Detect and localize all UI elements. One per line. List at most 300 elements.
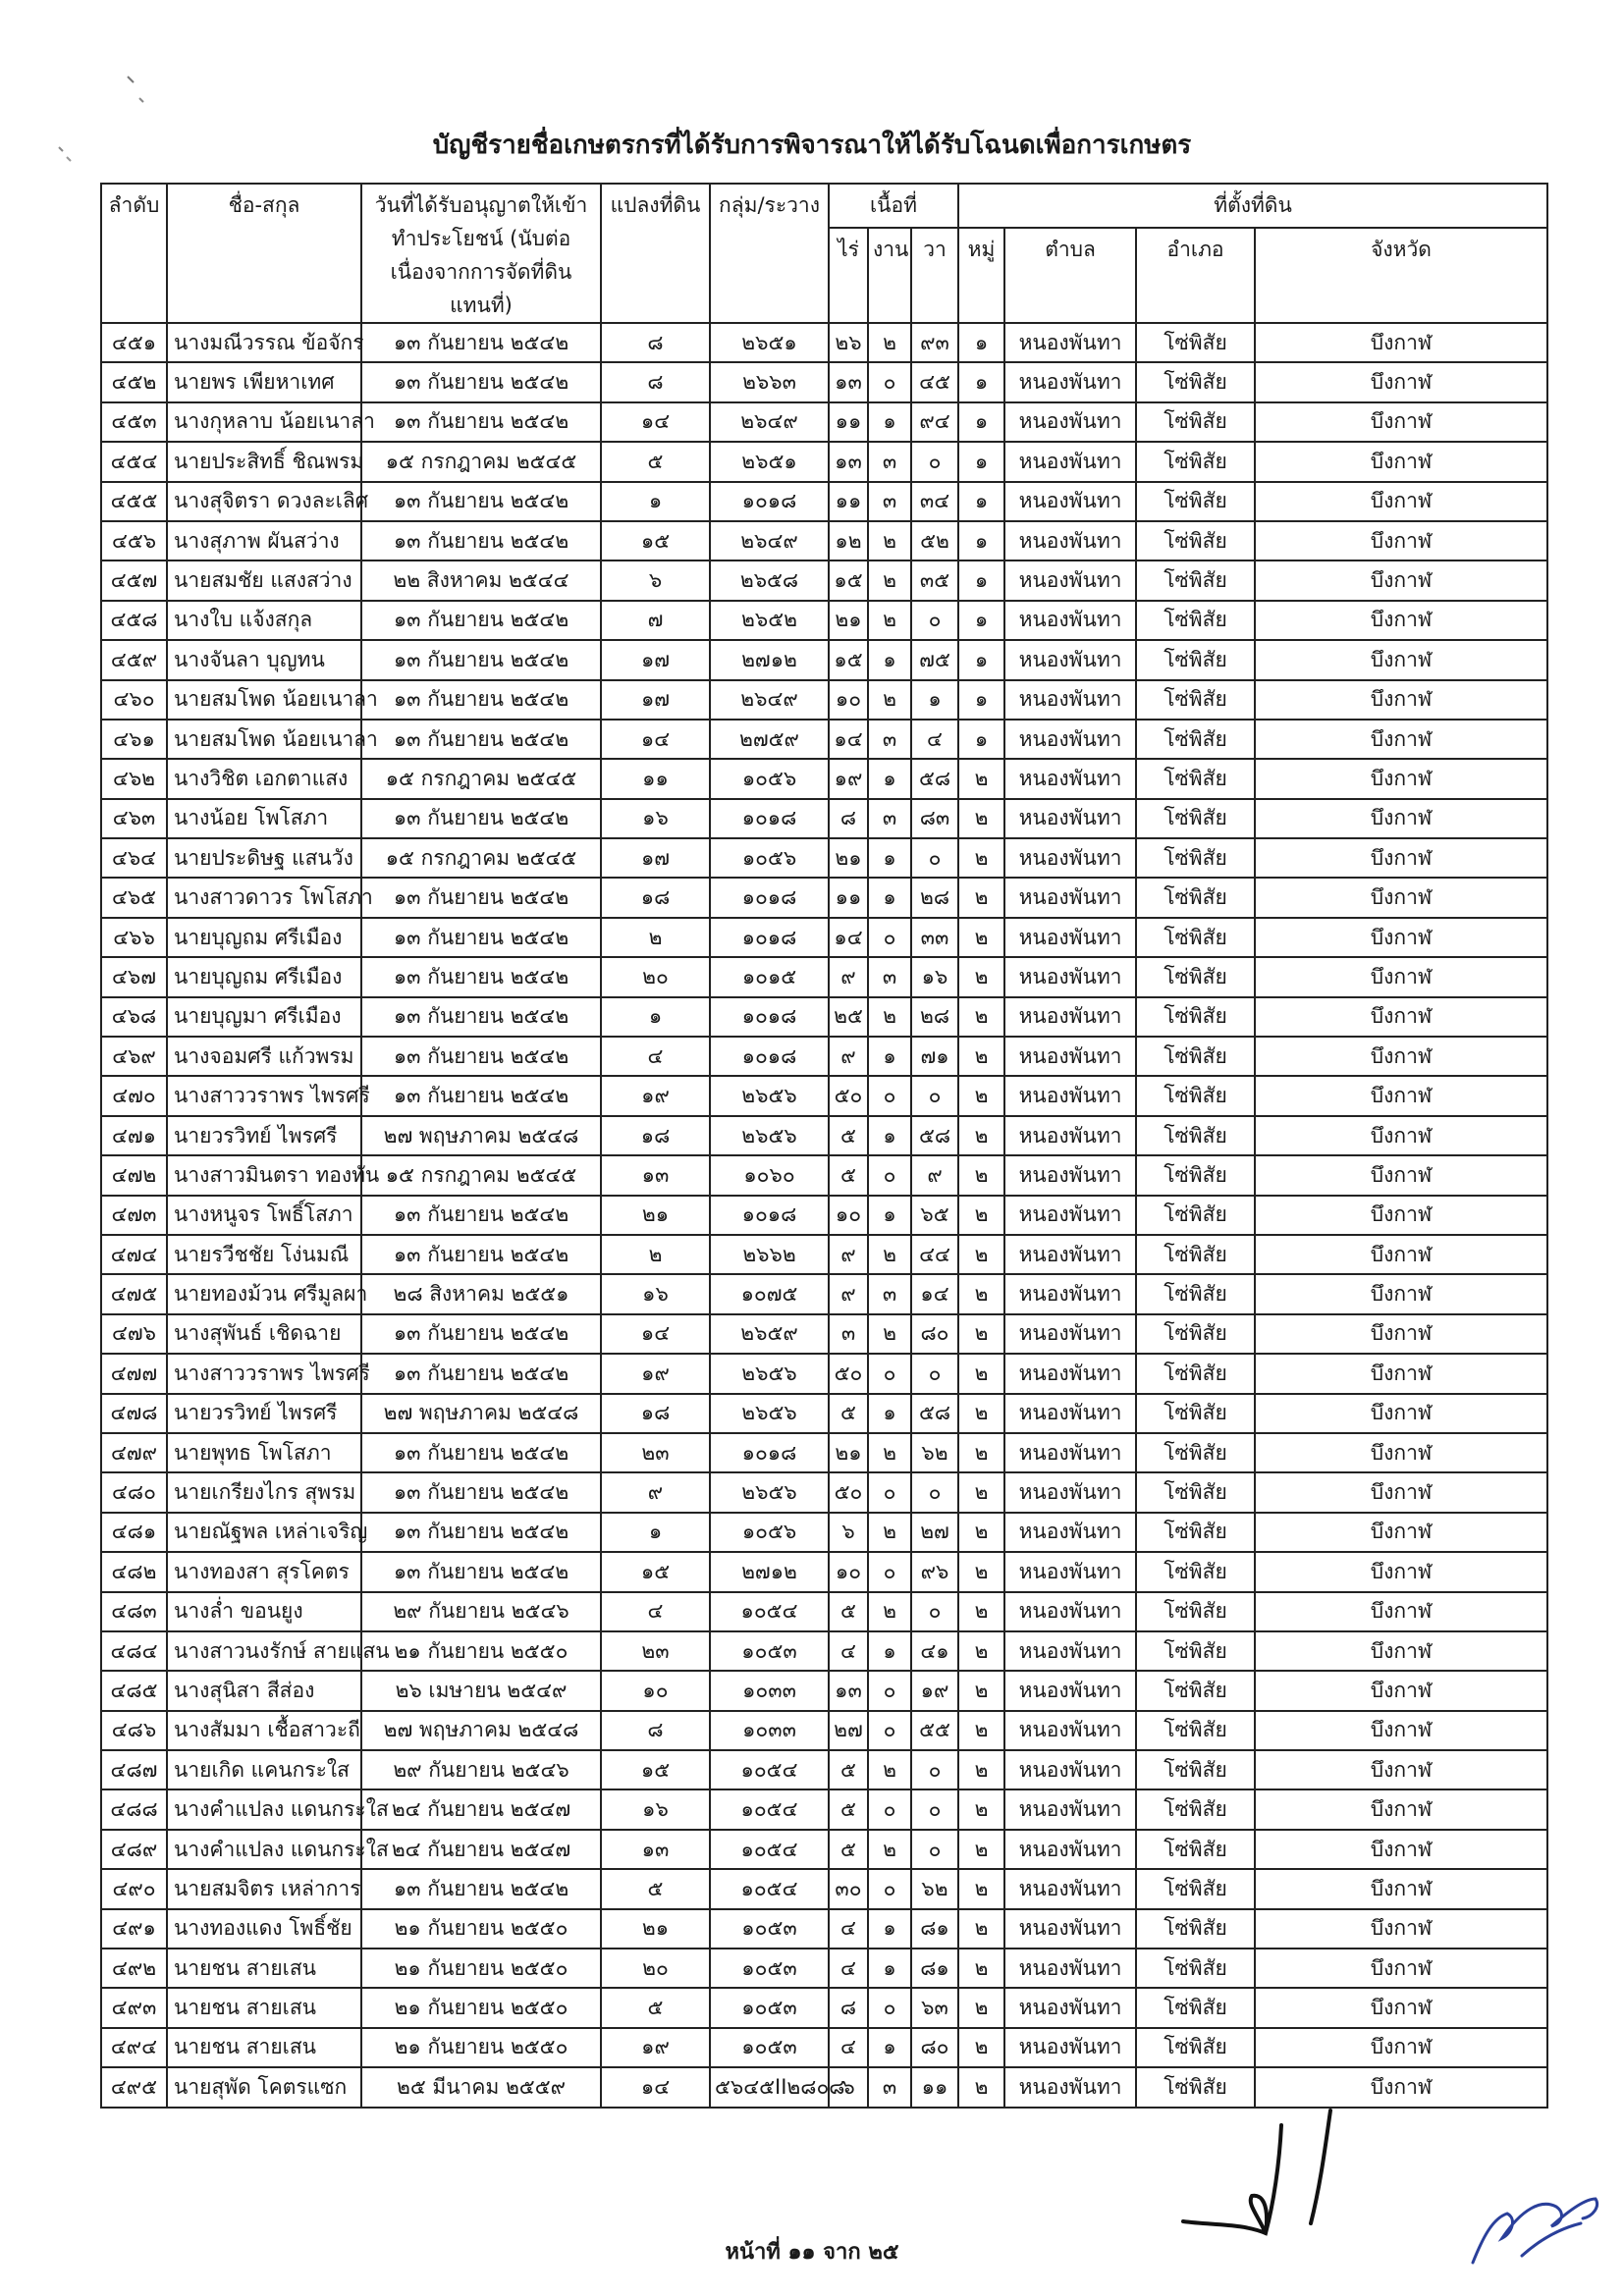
cell-wa: ๐ — [911, 1592, 958, 1631]
header-name: ชื่อ-สกุล — [167, 184, 361, 323]
cell-moo: ๒ — [958, 1037, 1004, 1076]
header-rai: ไร่ — [829, 228, 868, 323]
cell-name: นางจันลา บุญทน — [167, 640, 361, 679]
cell-amphoe: โซ่พิสัย — [1136, 997, 1255, 1037]
cell-province: บึงกาฬ — [1255, 1354, 1547, 1393]
cell-ngan: ๒ — [868, 561, 911, 600]
cell-rai: ๕ — [829, 1789, 868, 1829]
cell-name: นายวรวิทย์ ไพรศรี — [167, 1394, 361, 1433]
cell-amphoe: โซ่พิสัย — [1136, 521, 1255, 561]
cell-moo: ๒ — [958, 1155, 1004, 1195]
cell-name: นางสาววราพร ไพรศรี — [167, 1354, 361, 1393]
cell-plot: ๑๙ — [601, 1354, 710, 1393]
cell-rai: ๙ — [829, 1037, 868, 1076]
header-area: เนื้อที่ — [829, 184, 958, 228]
cell-date: ๑๓ กันยายน ๒๕๔๒ — [361, 1552, 601, 1591]
cell-wa: ๐ — [911, 442, 958, 481]
cell-rai: ๔ — [829, 2028, 868, 2067]
cell-date: ๑๓ กันยายน ๒๕๔๒ — [361, 799, 601, 838]
cell-tambon: หนองพันทา — [1004, 1116, 1136, 1155]
cell-seq: ๔๖๖ — [101, 918, 167, 957]
cell-rai: ๒๖ — [829, 323, 868, 362]
cell-province: บึงกาฬ — [1255, 1394, 1547, 1433]
table-row — [101, 482, 1547, 521]
cell-name: นายบุญมา ศรีเมือง — [167, 997, 361, 1037]
cell-tambon: หนองพันทา — [1004, 1671, 1136, 1710]
table-row — [101, 918, 1547, 957]
cell-ngan: ๓ — [868, 720, 911, 759]
cell-province: บึงกาฬ — [1255, 1671, 1547, 1710]
cell-tambon: หนองพันทา — [1004, 402, 1136, 442]
cell-group: ๑๐๑๘ — [710, 997, 829, 1037]
cell-name: นายสมโพด น้อยเนาลา — [167, 720, 361, 759]
cell-wa: ๗๑ — [911, 1037, 958, 1076]
cell-rai: ๑๔ — [829, 918, 868, 957]
table-row — [101, 1949, 1547, 1988]
cell-name: นายทองม้วน ศรีมูลผา — [167, 1274, 361, 1313]
cell-tambon: หนองพันทา — [1004, 362, 1136, 401]
cell-moo: ๑ — [958, 521, 1004, 561]
cell-plot: ๒ — [601, 1235, 710, 1274]
cell-wa: ๕๘ — [911, 1116, 958, 1155]
cell-amphoe: โซ่พิสัย — [1136, 561, 1255, 600]
cell-name: นายสุพัด โคตรแซก — [167, 2067, 361, 2107]
cell-tambon: หนองพันทา — [1004, 1631, 1136, 1671]
cell-seq: ๔๙๓ — [101, 1988, 167, 2027]
cell-province: บึงกาฬ — [1255, 1949, 1547, 1988]
cell-name: นางสาวดาวร โพโสภา — [167, 878, 361, 917]
cell-plot: ๑๕ — [601, 1552, 710, 1591]
cell-amphoe: โซ่พิสัย — [1136, 1155, 1255, 1195]
cell-ngan: ๒ — [868, 1830, 911, 1869]
cell-name: นายพร เพียหาเทศ — [167, 362, 361, 401]
cell-ngan: ๒ — [868, 1592, 911, 1631]
cell-tambon: หนองพันทา — [1004, 2067, 1136, 2107]
cell-wa: ๔๕ — [911, 362, 958, 401]
cell-name: นางสุนิสา สีส่อง — [167, 1671, 361, 1710]
signature-left — [1164, 2106, 1360, 2257]
cell-plot: ๑๕ — [601, 521, 710, 561]
cell-amphoe: โซ่พิสัย — [1136, 957, 1255, 996]
cell-seq: ๔๖๙ — [101, 1037, 167, 1076]
cell-province: บึงกาฬ — [1255, 521, 1547, 561]
cell-seq: ๔๖๒ — [101, 759, 167, 798]
cell-rai: ๘ — [829, 799, 868, 838]
cell-amphoe: โซ่พิสัย — [1136, 1037, 1255, 1076]
cell-wa: ๑๙ — [911, 1671, 958, 1710]
cell-group: ๑๐๖๐ — [710, 1155, 829, 1195]
cell-wa: ๘๑ — [911, 1909, 958, 1949]
cell-date: ๑๕ กรกฎาคม ๒๕๔๕ — [361, 442, 601, 481]
cell-wa: ๙๖ — [911, 1552, 958, 1591]
cell-group: ๑๐๓๓ — [710, 1671, 829, 1710]
table-row — [101, 1472, 1547, 1512]
cell-wa: ๑ — [911, 680, 958, 720]
cell-ngan: ๑ — [868, 1196, 911, 1235]
cell-plot: ๑๖ — [601, 1274, 710, 1313]
header-location: ที่ตั้งที่ดิน — [958, 184, 1547, 228]
cell-province: บึงกาฬ — [1255, 759, 1547, 798]
cell-province: บึงกาฬ — [1255, 957, 1547, 996]
cell-tambon: หนองพันทา — [1004, 1274, 1136, 1313]
cell-ngan: ๑ — [868, 878, 911, 917]
table-row — [101, 799, 1547, 838]
cell-wa: ๓๕ — [911, 561, 958, 600]
cell-moo: ๑ — [958, 323, 1004, 362]
table-row — [101, 1274, 1547, 1313]
cell-date: ๑๕ กรกฎาคม ๒๕๔๕ — [361, 1155, 601, 1195]
cell-seq: ๔๙๒ — [101, 1949, 167, 1988]
cell-province: บึงกาฬ — [1255, 1235, 1547, 1274]
cell-amphoe: โซ่พิสัย — [1136, 1472, 1255, 1512]
table-row — [101, 720, 1547, 759]
cell-province: บึงกาฬ — [1255, 402, 1547, 442]
table-row — [101, 1988, 1547, 2027]
cell-amphoe: โซ่พิสัย — [1136, 1988, 1255, 2027]
cell-ngan: ๒ — [868, 323, 911, 362]
cell-name: นางสาววราพร ไพรศรี — [167, 1076, 361, 1115]
cell-amphoe: โซ่พิสัย — [1136, 402, 1255, 442]
cell-moo: ๒ — [958, 1116, 1004, 1155]
cell-plot: ๗ — [601, 601, 710, 640]
cell-date: ๑๓ กันยายน ๒๕๔๒ — [361, 1354, 601, 1393]
cell-seq: ๔๖๘ — [101, 997, 167, 1037]
cell-amphoe: โซ่พิสัย — [1136, 1789, 1255, 1829]
cell-province: บึงกาฬ — [1255, 640, 1547, 679]
cell-plot: ๑๘ — [601, 878, 710, 917]
cell-province: บึงกาฬ — [1255, 1433, 1547, 1472]
cell-group: ๑๐๑๘ — [710, 799, 829, 838]
cell-province: บึงกาฬ — [1255, 1552, 1547, 1591]
cell-group: ๒๗๕๙ — [710, 720, 829, 759]
header-amphoe: อำเภอ — [1136, 228, 1255, 323]
cell-group: ๑๐๕๓ — [710, 1909, 829, 1949]
cell-ngan: ๒ — [868, 1235, 911, 1274]
cell-wa: ๕๒ — [911, 521, 958, 561]
cell-seq: ๔๙๐ — [101, 1869, 167, 1908]
cell-wa: ๙๔ — [911, 402, 958, 442]
cell-moo: ๒ — [958, 1552, 1004, 1591]
cell-name: นางมณีวรรณ ข้อจักร — [167, 323, 361, 362]
cell-name: นายประดิษฐ แสนวัง — [167, 838, 361, 878]
cell-moo: ๒ — [958, 799, 1004, 838]
cell-date: ๑๓ กันยายน ๒๕๔๒ — [361, 601, 601, 640]
cell-plot: ๑๘ — [601, 1116, 710, 1155]
cell-moo: ๒ — [958, 957, 1004, 996]
cell-amphoe: โซ่พิสัย — [1136, 759, 1255, 798]
cell-plot: ๒๓ — [601, 1631, 710, 1671]
cell-wa: ๑๖ — [911, 957, 958, 996]
cell-ngan: ๒ — [868, 680, 911, 720]
cell-name: นางวิชิต เอกตาแสง — [167, 759, 361, 798]
cell-wa: ๐ — [911, 1789, 958, 1829]
cell-group: ๑๐๕๖ — [710, 1513, 829, 1552]
cell-rai: ๑๑ — [829, 878, 868, 917]
cell-rai: ๒๑ — [829, 601, 868, 640]
cell-moo: ๑ — [958, 442, 1004, 481]
cell-plot: ๕ — [601, 1869, 710, 1908]
cell-seq: ๔๗๘ — [101, 1394, 167, 1433]
cell-date: ๒๑ กันยายน ๒๕๕๐ — [361, 1988, 601, 2027]
cell-province: บึงกาฬ — [1255, 323, 1547, 362]
cell-rai: ๙ — [829, 957, 868, 996]
cell-date: ๒๑ กันยายน ๒๕๕๐ — [361, 1631, 601, 1671]
cell-rai: ๑๓ — [829, 1671, 868, 1710]
cell-moo: ๒ — [958, 1314, 1004, 1354]
cell-group: ๑๐๕๔ — [710, 1830, 829, 1869]
cell-wa: ๙๓ — [911, 323, 958, 362]
cell-wa: ๘๑ — [911, 1949, 958, 1988]
cell-ngan: ๑ — [868, 640, 911, 679]
cell-seq: ๔๖๔ — [101, 838, 167, 878]
cell-amphoe: โซ่พิสัย — [1136, 1116, 1255, 1155]
cell-tambon: หนองพันทา — [1004, 1552, 1136, 1591]
cell-seq: ๔๕๘ — [101, 601, 167, 640]
cell-wa: ๐ — [911, 601, 958, 640]
cell-tambon: หนองพันทา — [1004, 799, 1136, 838]
cell-date: ๑๓ กันยายน ๒๕๔๒ — [361, 878, 601, 917]
cell-plot: ๑ — [601, 997, 710, 1037]
cell-date: ๒๗ พฤษภาคม ๒๕๔๘ — [361, 1116, 601, 1155]
cell-name: นายรวีชชัย โง่นมณี — [167, 1235, 361, 1274]
cell-plot: ๒๑ — [601, 1196, 710, 1235]
cell-amphoe: โซ่พิสัย — [1136, 1592, 1255, 1631]
cell-group: ๑๐๕๓ — [710, 1949, 829, 1988]
cell-rai: ๓๐ — [829, 1869, 868, 1908]
cell-rai: ๘ — [829, 1988, 868, 2027]
cell-name: นายบุญถม ศรีเมือง — [167, 918, 361, 957]
cell-group: ๑๐๕๓ — [710, 2028, 829, 2067]
cell-rai: ๕ — [829, 1394, 868, 1433]
table-row — [101, 1711, 1547, 1750]
cell-rai: ๑๓ — [829, 442, 868, 481]
cell-tambon: หนองพันทา — [1004, 1711, 1136, 1750]
cell-plot: ๔ — [601, 1592, 710, 1631]
cell-wa: ๕๘ — [911, 759, 958, 798]
table-row — [101, 561, 1547, 600]
cell-date: ๑๓ กันยายน ๒๕๔๒ — [361, 362, 601, 401]
cell-group: ๑๐๕๓ — [710, 1988, 829, 2027]
cell-rai: ๕ — [829, 1592, 868, 1631]
cell-seq: ๔๗๑ — [101, 1116, 167, 1155]
cell-plot: ๕ — [601, 442, 710, 481]
cell-tambon: หนองพันทา — [1004, 1789, 1136, 1829]
cell-name: นางสาวนงรักษ์ สายแสน — [167, 1631, 361, 1671]
cell-moo: ๒ — [958, 918, 1004, 957]
cell-plot: ๙ — [601, 1472, 710, 1512]
cell-province: บึงกาฬ — [1255, 2067, 1547, 2107]
cell-date: ๑๓ กันยายน ๒๕๔๒ — [361, 1037, 601, 1076]
cell-moo: ๒ — [958, 1830, 1004, 1869]
cell-seq: ๔๗๐ — [101, 1076, 167, 1115]
table-row — [101, 838, 1547, 878]
cell-plot: ๑๗ — [601, 640, 710, 679]
cell-ngan: ๓ — [868, 1274, 911, 1313]
cell-name: นางล่ำ ขอนยูง — [167, 1592, 361, 1631]
cell-ngan: ๐ — [868, 1354, 911, 1393]
cell-wa: ๐ — [911, 1076, 958, 1115]
cell-rai: ๒๗ — [829, 1711, 868, 1750]
cell-province: บึงกาฬ — [1255, 680, 1547, 720]
cell-moo: ๒ — [958, 1949, 1004, 1988]
cell-plot: ๑๔ — [601, 2067, 710, 2107]
cell-date: ๑๓ กันยายน ๒๕๔๒ — [361, 1433, 601, 1472]
cell-wa: ๖๕ — [911, 1196, 958, 1235]
cell-name: นางสุพันธ์ เชิดฉาย — [167, 1314, 361, 1354]
cell-amphoe: โซ่พิสัย — [1136, 1076, 1255, 1115]
cell-amphoe: โซ่พิสัย — [1136, 680, 1255, 720]
cell-seq: ๔๘๒ — [101, 1552, 167, 1591]
table-row — [101, 402, 1547, 442]
table-row — [101, 442, 1547, 481]
cell-seq: ๔๘๔ — [101, 1631, 167, 1671]
cell-tambon: หนองพันทา — [1004, 1037, 1136, 1076]
cell-ngan: ๑ — [868, 402, 911, 442]
cell-date: ๑๓ กันยายน ๒๕๔๒ — [361, 1513, 601, 1552]
cell-seq: ๔๕๙ — [101, 640, 167, 679]
cell-seq: ๔๗๒ — [101, 1155, 167, 1195]
cell-group: ๑๐๕๔ — [710, 1789, 829, 1829]
cell-seq: ๔๗๖ — [101, 1314, 167, 1354]
cell-group: ๒๗๑๒ — [710, 1552, 829, 1591]
cell-moo: ๑ — [958, 482, 1004, 521]
cell-amphoe: โซ่พิสัย — [1136, 1869, 1255, 1908]
cell-wa: ๕๕ — [911, 1711, 958, 1750]
cell-ngan: ๐ — [868, 1789, 911, 1829]
table-row — [101, 1155, 1547, 1195]
table-row — [101, 1750, 1547, 1789]
cell-group: ๒๗๑๒ — [710, 640, 829, 679]
cell-rai: ๑๒ — [829, 521, 868, 561]
cell-moo: ๒ — [958, 2028, 1004, 2067]
table-row — [101, 521, 1547, 561]
cell-tambon: หนองพันทา — [1004, 640, 1136, 679]
cell-seq: ๔๖๑ — [101, 720, 167, 759]
cell-province: บึงกาฬ — [1255, 1314, 1547, 1354]
cell-group: ๑๐๕๓ — [710, 1631, 829, 1671]
cell-name: นายชน สายเสน — [167, 2028, 361, 2067]
cell-province: บึงกาฬ — [1255, 720, 1547, 759]
cell-group: ๒๖๕๖ — [710, 1394, 829, 1433]
cell-wa: ๐ — [911, 1354, 958, 1393]
cell-seq: ๔๗๙ — [101, 1433, 167, 1472]
cell-ngan: ๐ — [868, 1155, 911, 1195]
table-row — [101, 2067, 1547, 2107]
cell-wa: ๓๓ — [911, 918, 958, 957]
cell-seq: ๔๘๗ — [101, 1750, 167, 1789]
cell-amphoe: โซ่พิสัย — [1136, 1394, 1255, 1433]
cell-seq: ๔๖๕ — [101, 878, 167, 917]
page-title: บัญชีรายชื่อเกษตรกรที่ได้รับการพิจารณาให้ได้รับโฉนดเพื่อการเกษตร — [432, 131, 1192, 160]
cell-seq: ๔๘๓ — [101, 1592, 167, 1631]
cell-moo: ๒ — [958, 1671, 1004, 1710]
cell-amphoe: โซ่พิสัย — [1136, 1354, 1255, 1393]
table-row — [101, 1830, 1547, 1869]
cell-date: ๑๓ กันยายน ๒๕๔๒ — [361, 1076, 601, 1115]
cell-tambon: หนองพันทา — [1004, 1196, 1136, 1235]
cell-rai: ๕๐ — [829, 1354, 868, 1393]
cell-tambon: หนองพันทา — [1004, 521, 1136, 561]
cell-wa: ๖๒ — [911, 1433, 958, 1472]
cell-tambon: หนองพันทา — [1004, 1909, 1136, 1949]
cell-province: บึงกาฬ — [1255, 1830, 1547, 1869]
cell-wa: ๐ — [911, 838, 958, 878]
cell-province: บึงกาฬ — [1255, 838, 1547, 878]
cell-moo: ๒ — [958, 2067, 1004, 2107]
cell-amphoe: โซ่พิสัย — [1136, 918, 1255, 957]
cell-province: บึงกาฬ — [1255, 1750, 1547, 1789]
cell-group: ๒๖๕๒ — [710, 601, 829, 640]
table-row — [101, 1513, 1547, 1552]
cell-group: ๑๐๕๔ — [710, 1750, 829, 1789]
cell-seq: ๔๖๓ — [101, 799, 167, 838]
cell-ngan: ๑ — [868, 1116, 911, 1155]
cell-date: ๒๙ กันยายน ๒๕๔๖ — [361, 1750, 601, 1789]
cell-seq: ๔๕๓ — [101, 402, 167, 442]
cell-group: ๒๖๔๙ — [710, 680, 829, 720]
cell-seq: ๔๕๑ — [101, 323, 167, 362]
cell-group: ๑๐๑๘ — [710, 482, 829, 521]
table-row — [101, 1789, 1547, 1829]
cell-date: ๒๕ มีนาคม ๒๕๕๙ — [361, 2067, 601, 2107]
table-row — [101, 323, 1547, 362]
cell-tambon: หนองพันทา — [1004, 1949, 1136, 1988]
cell-wa: ๘๓ — [911, 799, 958, 838]
header-wa: วา — [911, 228, 958, 323]
cell-amphoe: โซ่พิสัย — [1136, 640, 1255, 679]
table-row — [101, 1433, 1547, 1472]
cell-tambon: หนองพันทา — [1004, 1869, 1136, 1908]
cell-date: ๑๓ กันยายน ๒๕๔๒ — [361, 640, 601, 679]
cell-wa: ๑๑ — [911, 2067, 958, 2107]
cell-rai: ๒๑ — [829, 838, 868, 878]
cell-rai: ๑๑ — [829, 482, 868, 521]
cell-rai: ๔ — [829, 1949, 868, 1988]
cell-tambon: หนองพันทา — [1004, 1988, 1136, 2027]
cell-province: บึงกาฬ — [1255, 997, 1547, 1037]
cell-moo: ๒ — [958, 1631, 1004, 1671]
cell-wa: ๗๕ — [911, 640, 958, 679]
cell-ngan: ๒ — [868, 997, 911, 1037]
cell-plot: ๑๔ — [601, 1314, 710, 1354]
cell-moo: ๒ — [958, 1711, 1004, 1750]
table-body — [101, 323, 1547, 2108]
cell-amphoe: โซ่พิสัย — [1136, 601, 1255, 640]
table-row — [101, 1394, 1547, 1433]
cell-province: บึงกาฬ — [1255, 1274, 1547, 1313]
cell-seq: ๔๘๙ — [101, 1830, 167, 1869]
table-row — [101, 1314, 1547, 1354]
cell-tambon: หนองพันทา — [1004, 1235, 1136, 1274]
cell-rai: ๖ — [829, 2067, 868, 2107]
cell-amphoe: โซ่พิสัย — [1136, 1750, 1255, 1789]
cell-ngan: ๑ — [868, 1037, 911, 1076]
table-row — [101, 640, 1547, 679]
cell-ngan: ๐ — [868, 362, 911, 401]
cell-group: ๑๐๕๔ — [710, 1592, 829, 1631]
cell-province: บึงกาฬ — [1255, 1789, 1547, 1829]
cell-moo: ๒ — [958, 1076, 1004, 1115]
cell-moo: ๒ — [958, 1592, 1004, 1631]
cell-province: บึงกาฬ — [1255, 362, 1547, 401]
cell-plot: ๒ — [601, 918, 710, 957]
cell-wa: ๐ — [911, 1472, 958, 1512]
cell-rai: ๕ — [829, 1750, 868, 1789]
cell-group: ๒๖๕๘ — [710, 561, 829, 600]
cell-province: บึงกาฬ — [1255, 1631, 1547, 1671]
cell-name: นางคำแปลง แดนกระใส — [167, 1830, 361, 1869]
table-row — [101, 1909, 1547, 1949]
